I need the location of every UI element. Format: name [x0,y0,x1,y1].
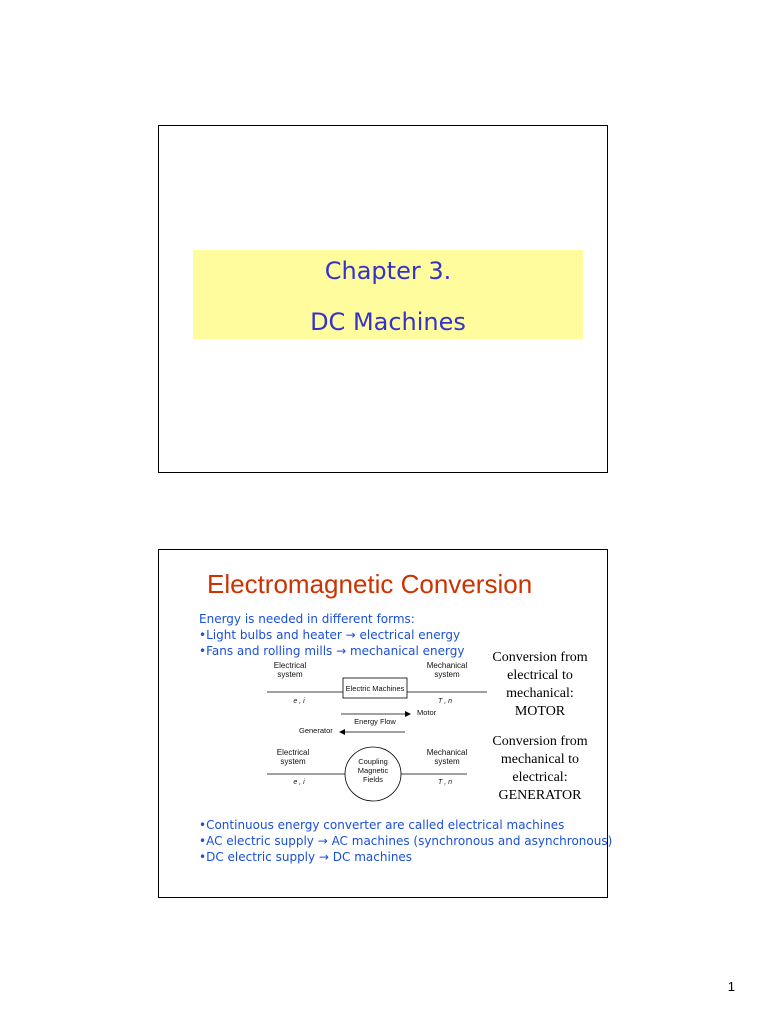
title-highlight-box [193,250,583,339]
mechanical-system-label: Mechanical [426,661,468,670]
motor-arrowhead [405,711,411,717]
motor-note-line: electrical to [507,668,573,683]
generator-note-line: Conversion from [492,734,588,749]
electrical-system-label: system [277,670,303,679]
mechanical-system-label: system [434,670,460,679]
slide-title: Electromagnetic Conversion [207,569,533,599]
coupling-label: Magnetic [357,766,389,775]
chapter-title: DC Machines [310,308,466,336]
generator-arrowhead [339,729,345,735]
slide-chapter-title [158,125,608,473]
motor-note [481,649,599,721]
closing-line: •Continuous energy converter are called electrical machines [199,818,565,832]
electric-machines-label: Electric Machines [345,684,405,693]
electrical-system-label: system [280,757,306,766]
mechanical-system-label: system [434,757,460,766]
generator-note [481,733,599,805]
mechanical-system-label: Mechanical [426,748,468,757]
energy-flow-label: Energy Flow [354,717,396,726]
motor-note-line: Conversion from [492,650,588,665]
intro-bullets [199,611,464,659]
closing-line: •AC electric supply → AC machines (synchronous and asynchronous) [199,834,613,848]
generator-label: Generator [299,726,333,735]
generator-note-line: mechanical to [500,752,580,767]
mechanical-variables: T , n [437,698,453,705]
chapter-number: Chapter 3. [324,257,452,285]
motor-note-line: mechanical: [506,686,574,701]
slide-electromagnetic-conversion [158,549,613,898]
energy-conversion-diagram [255,654,495,814]
closing-bullets [199,817,612,865]
coupling-label: Coupling [358,757,388,766]
mechanical-variables: T , n [437,779,453,786]
intro-line: •Fans and rolling mills → mechanical energy [199,644,465,658]
intro-line: •Light bulbs and heater → electrical energy [199,628,461,642]
page-number: 1 [727,979,735,994]
intro-line: Energy is needed in different forms: [199,612,415,626]
electrical-system-label: Electrical [273,661,307,670]
motor-label: Motor [417,708,437,717]
electrical-variables: e , i [293,779,305,786]
coupling-label: Fields [362,775,384,784]
motor-note-line: MOTOR [514,704,566,719]
generator-note-line: electrical: [512,770,568,785]
electrical-variables: e , i [293,698,305,705]
electrical-system-label: Electrical [276,748,310,757]
closing-line: •DC electric supply → DC machines [199,850,413,864]
generator-note-line: GENERATOR [498,788,582,803]
